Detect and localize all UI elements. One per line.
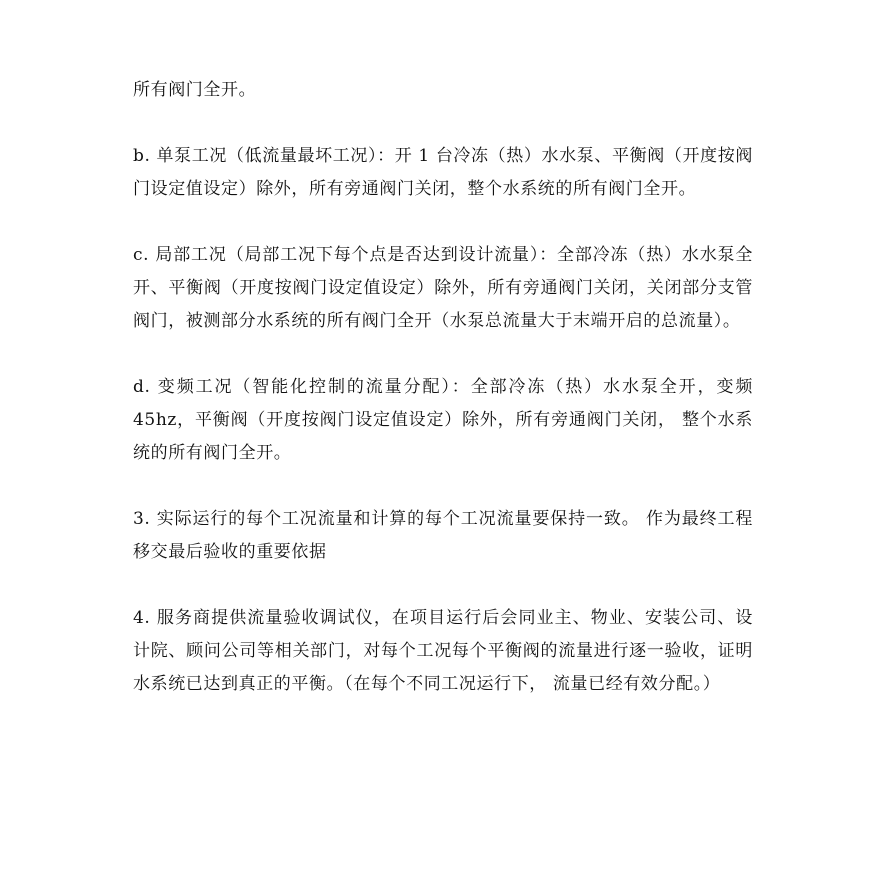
paragraph-gap	[133, 338, 753, 371]
paragraph-partial-condition: c. 局部工况（局部工况下每个点是否达到设计流量）：全部冷冻（热）水水泵全开、平衡阀（开度按阀门设定值设定）除外，所有旁通阀门关闭，关闭部分支管阀门，被测部分水系统的所有阀门全开（水泵总流量大于末端开启的总流量）。	[133, 245, 753, 331]
paragraph-gap	[133, 569, 753, 602]
paragraph-item-3: 3. 实际运行的每个工况流量和计算的每个工况流量要保持一致。 作为最终工程移交最后验收的重要依据	[133, 509, 753, 562]
paragraph-gap	[133, 206, 753, 239]
paragraph-single-pump-condition: b. 单泵工况（低流量最坏工况）：开 1 台冷冻（热）水水泵、平衡阀（开度按阀门设定值设定）除外，所有旁通阀门关闭，整个水系统的所有阀门全开。	[133, 146, 753, 199]
paragraph-gap	[133, 107, 753, 140]
paragraph-continuation: 所有阀门全开。	[133, 80, 257, 100]
paragraph-variable-frequency-condition: d. 变频工况（智能化控制的流量分配）：全部冷冻（热）水水泵全开，变频 45hz，平衡阀（开度按阀门设定值设定）除外，所有旁通阀门关闭， 整个水系统的所有阀门全开。	[133, 377, 753, 463]
paragraph-item-4: 4. 服务商提供流量验收调试仪，在项目运行后会同业主、物业、安装公司、设计院、顾问公司等相关部门，对每个工况每个平衡阀的流量进行逐一验收，证明水系统已达到真正的平衡。（在每个不同工况运行下， 流量已经有效分配。）	[133, 608, 753, 694]
document-body	[133, 74, 753, 701]
paragraph-gap	[133, 470, 753, 503]
